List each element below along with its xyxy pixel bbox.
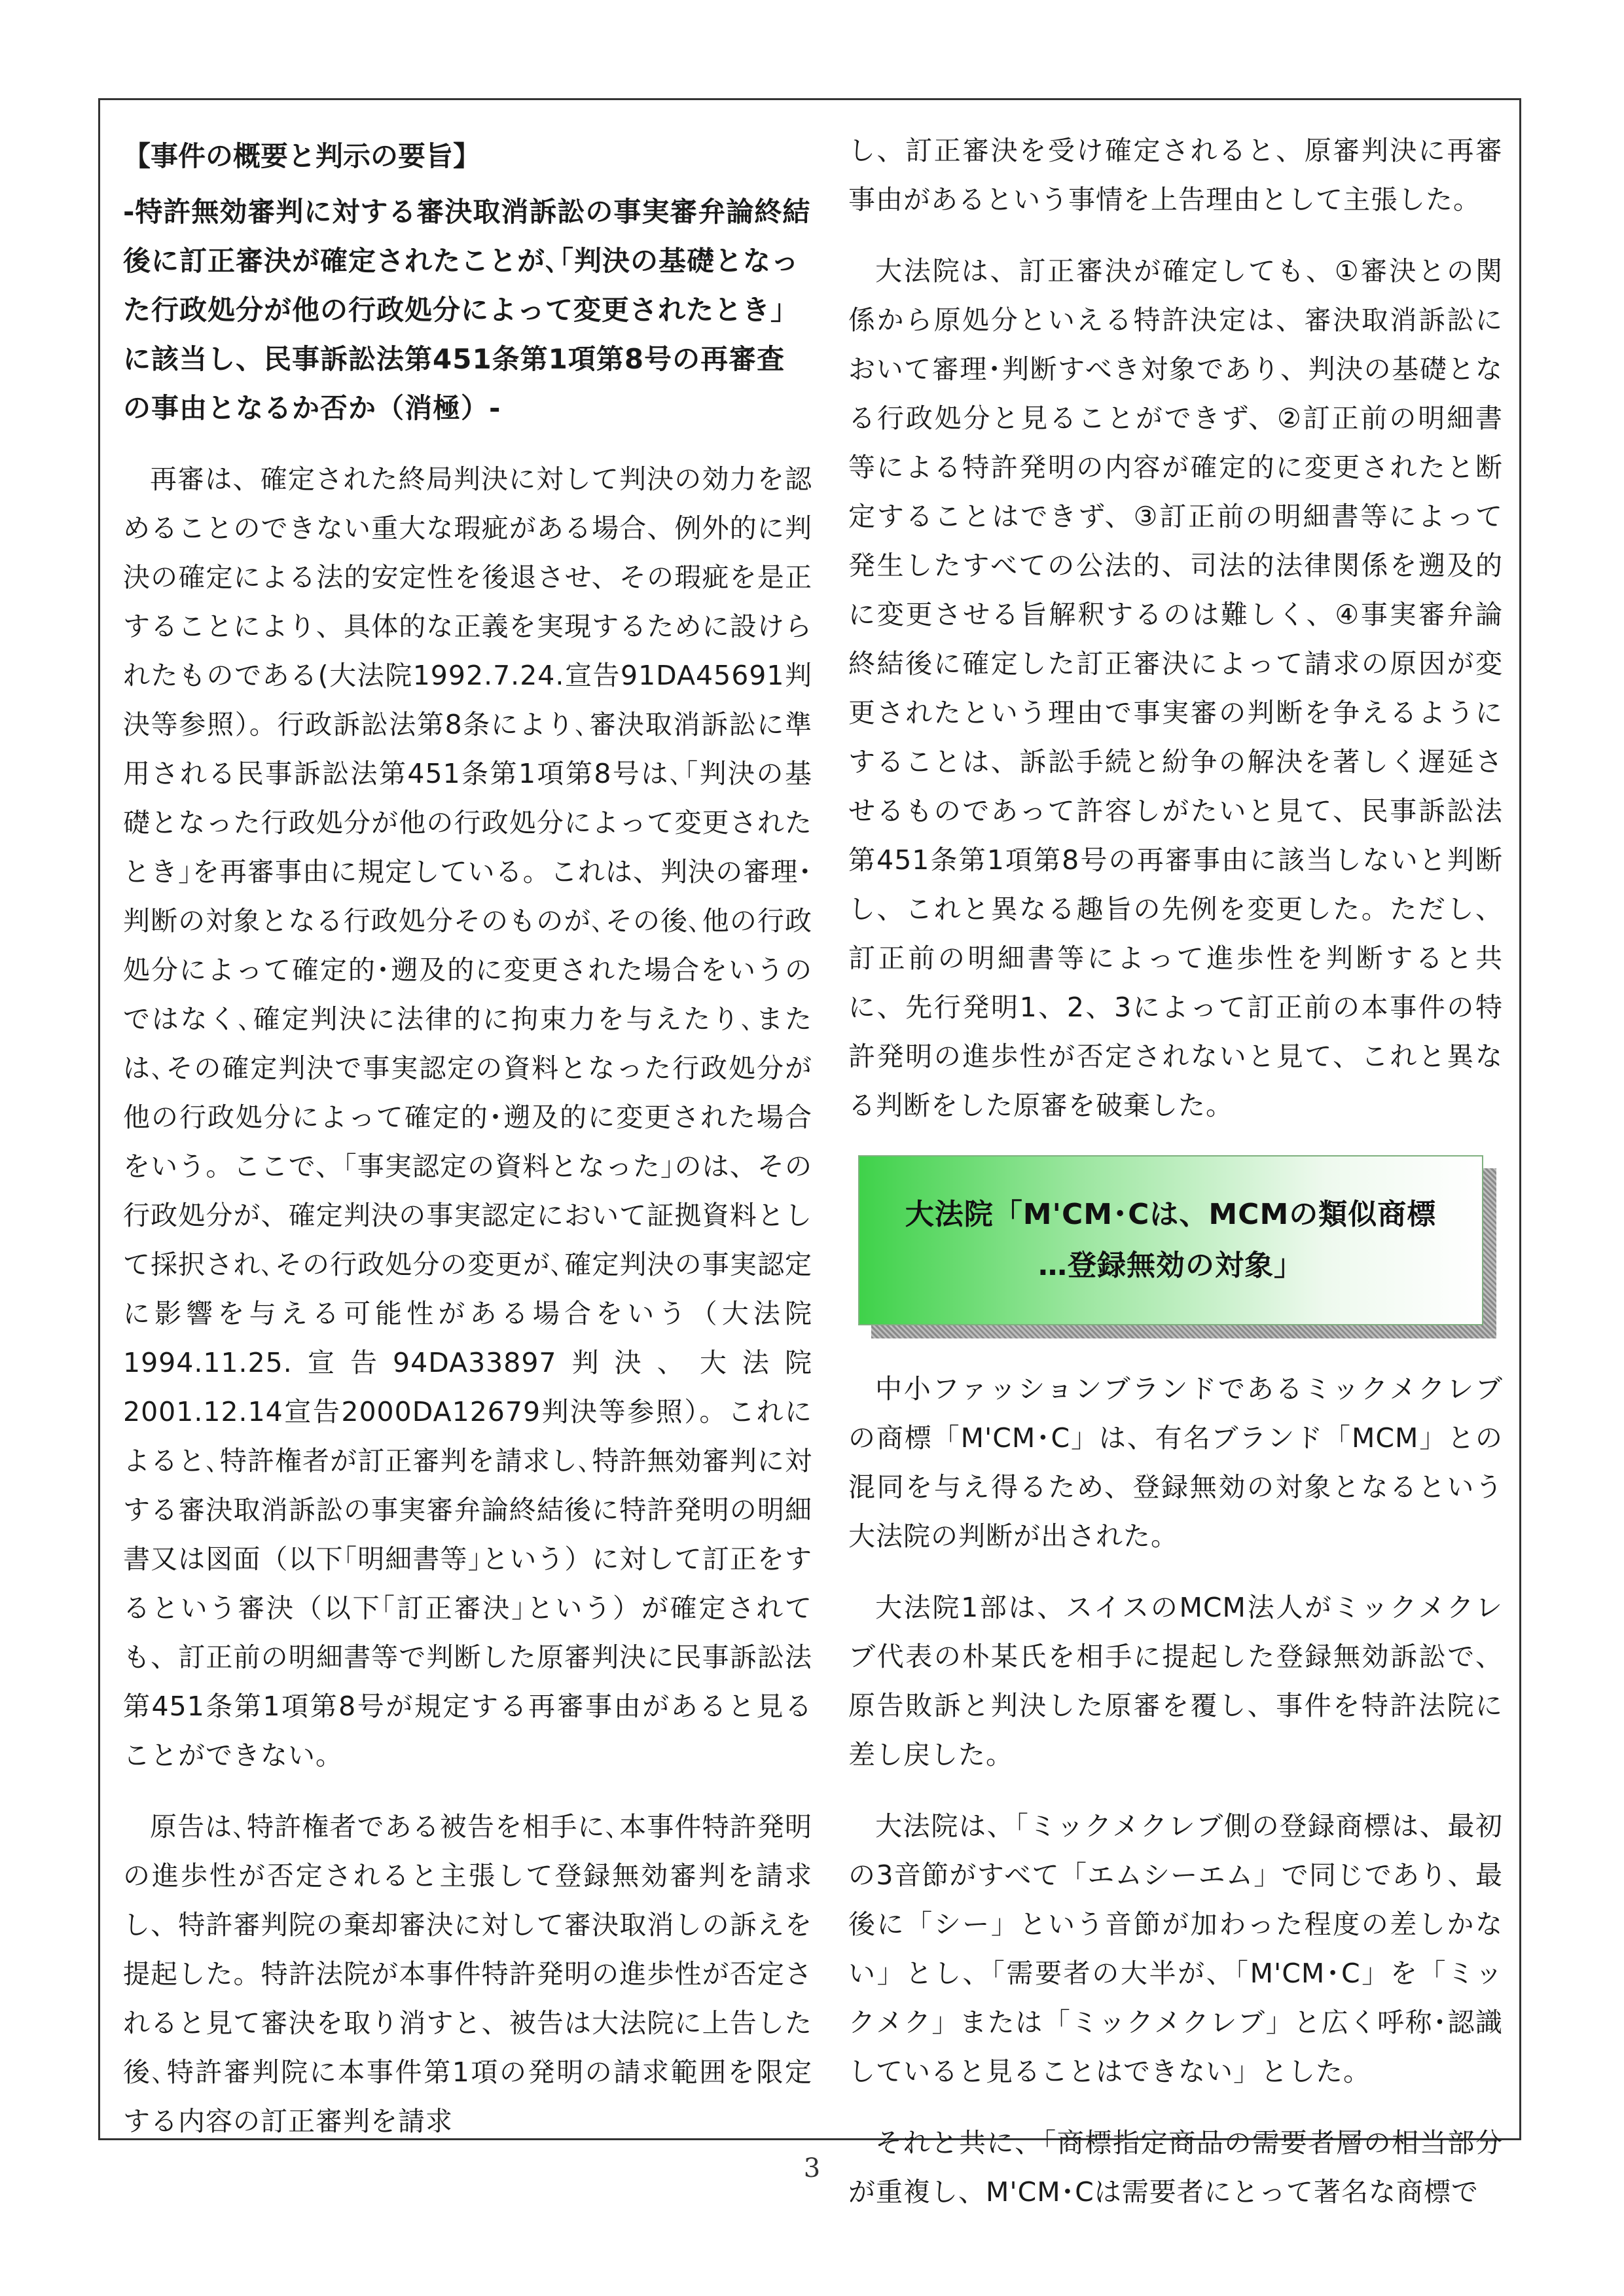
paragraph-continuation: し、訂正審決を受け確定されると、原審判決に再審事由があるという事情を上告理由として主張した。: [848, 135, 1503, 215]
paragraph-consumers: それと共に、「商標指定商品の需要者層の相当部分が重複し、M'CM･Cは需要者にとって著名な商標で: [848, 2127, 1503, 2208]
page-number: 3: [803, 2153, 821, 2183]
paragraph-retrial: 再審は、確定された終局判決に対して判決の効力を認めることのできない重大な瑕疵がある場合、例外的に判決の確定による法的安定性を後退させ、その瑕疵を是正することにより、具体的な正義を実現するために設けられたものである(大法院1992.7.24.宣告91DA45691判決等参照）。行政訴訟法第8条により､審決取消訴訟に準用される民事訴訟法第451条第1項第8号は､｢判決の基礎となった行政処分が他の行政処分によって変更されたとき｣を再審事由に規定している。これは、判決の審理･判断の対象となる行政処分そのものが､その後､他の行政処分によって確定的･遡及的に変更された場合をいうのではなく､確定判決に法律的に拘束力を与えたり､または､その確定判決で事実認定の資料となった行政処分が他の行政処分によって確定的･遡及的に変更された場合をいう。ここで、｢事実認定の資料となった｣のは、その行政処分が、確定判決の事実認定において証拠資料として採択され､その行政処分の変更が､確定判決の事実認定に影響を与える可能性がある場合をいう（大法院1994.11.25.宣告94DA33897判決、大法院2001.12.14宣告2000DA12679判決等参照）。これによると､特許権者が訂正審判を請求し､特許無効審判に対する審決取消訴訟の事実審弁論終結後に特許発明の明細書又は図面（以下｢明細書等｣という）に対して訂正をするという審決（以下｢訂正審決｣という）が確定されても、訂正前の明細書等で判断した原審判決に民事訴訟法第451条第1項第8号が規定する再審事由があると見ることができない。: [123, 463, 812, 1771]
section-heading: 【事件の概要と判示の要旨】: [123, 140, 481, 172]
banner-box: [858, 1155, 1483, 1325]
banner-title-line-2: …登録無効の対象」: [1038, 1249, 1303, 1282]
right-column: [848, 126, 1503, 2239]
case-summary: -特許無効審判に対する審決取消訴訟の事実審弁論終結後に訂正審決が確定されたことが､｢判決の基礎となった行政処分が他の行政処分によって変更されたとき｣に該当し、民事訴訟法第451条第1項第8号の再審査の事由となるか否か（消極）-: [123, 196, 811, 424]
paragraph-trademark-intro: 中小ファッションブランドであるミックメクレブの商標「M'CM･C」は、有名ブランド「MCM」との混同を与え得るため、登録無効の対象となるという大法院の判断が出された。: [848, 1373, 1503, 1552]
paragraph-court-decision: 大法院は、訂正審決が確定しても、①審決との関係から原処分といえる特許決定は、審決取消訴訟において審理･判断すべき対象であり、判決の基礎となる行政処分と見ることができず、②訂正前の明細書等による特許発明の内容が確定的に変更されたと断定することはできず、③訂正前の明細書等によって発生したすべての公法的、司法的法律関係を遡及的に変更させる旨解釈するのは難しく、④事実審弁論終結後に確定した訂正審決によって請求の原因が変更されたという理由で事実審の判断を争えるようにすることは、訴訟手続と紛争の解決を著しく遅延させるものであって許容しがたいと見て、民事訴訟法第451条第1項第8号の再審事由に該当しないと判断し、これと異なる趣旨の先例を変更した。ただし、訂正前の明細書等によって進歩性を判断すると共に、先行発明1、2、3によって訂正前の本事件の特許発明の進歩性が否定されないと見て、これと異なる判断をした原審を破棄した。: [848, 255, 1503, 1121]
article-banner: [858, 1155, 1496, 1338]
paragraph-plaintiff: 原告は､特許権者である被告を相手に､本事件特許発明の進歩性が否定されると主張して登録無効審判を請求し、特許審判院の棄却審決に対して審決取消しの訴えを提起した。特許法院が本事件特許発明の進歩性が否定されると見て審決を取り消すと、被告は大法院に上告した後､特許審判院に本事件第1項の発明の請求範囲を限定する内容の訂正審判を請求: [123, 1811, 812, 2137]
page-frame: [98, 98, 1521, 2208]
left-column: [123, 126, 812, 2168]
paragraph-first-division: 大法院1部は、スイスのMCM法人がミックメクレブ代表の朴某氏を相手に提起した登録無効訴訟で、原告敗訴と判決した原審を覆し、事件を特許法院に差し戻した。: [848, 1592, 1503, 1770]
banner-title-line-1: 大法院「M'CM･Cは、MCMの類似商標: [905, 1198, 1437, 1231]
paragraph-court-reasoning: 大法院は、「ミックメクレブ側の登録商標は、最初の3音節がすべて「エムシーエム」で同じであり、最後に「シー」という音節が加わった程度の差しかない」とし、「需要者の大半が、「M'CM･C」を「ミックメク」または「ミックメクレブ」と広く呼称･認識していると見ることはできない」とした。: [848, 1810, 1503, 2087]
